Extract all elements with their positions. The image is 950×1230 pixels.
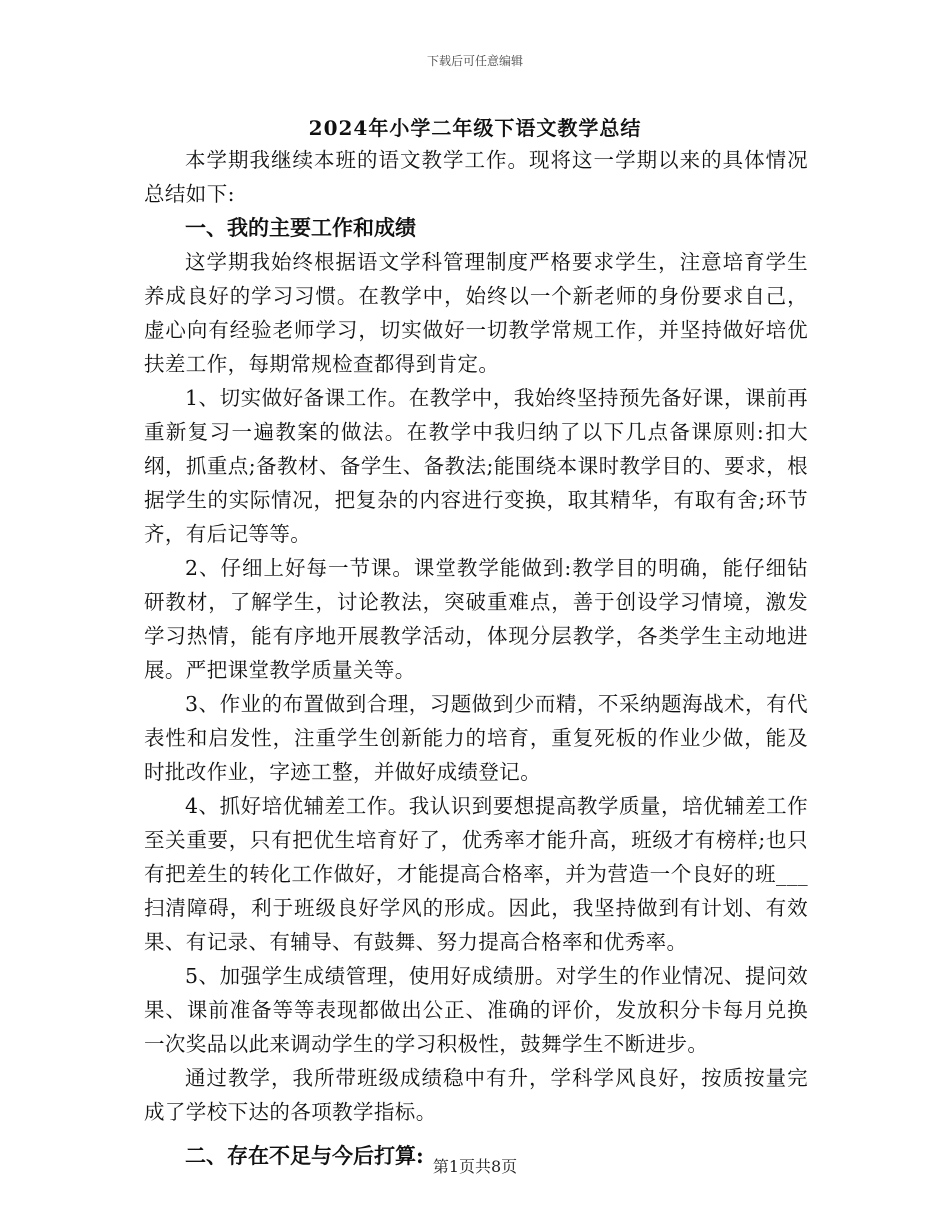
page-number: 第1页共8页 (432, 1157, 518, 1176)
page-header: 下载后可任意编辑 (426, 54, 523, 68)
document-title: 2024年小学二年级下语文教学总结 (308, 116, 642, 140)
list-item-4: 4、抓好培优辅差工作。我认识到要想提高教学质量，培优辅差工作至关重要，只有把优生培育好了，优秀率才能升高，班级才有榜样;也只有把差生的转化工作做好，才能提高合格率，并为营造一个良好的班___扫清障碍，利于班级良好学风的形成。因此，我坚持做到有计划、有效果、有记录、有辅导、有鼓舞、努力提高合格率和优秀率。 (144, 794, 808, 954)
section-heading-1: 一、我的主要工作和成绩 (185, 215, 416, 240)
list-item-1: 1、切实做好备课工作。在教学中，我始终坚持预先备好课，课前再重新复习一遍教案的做法。在教学中我归纳了以下几点备课原则:扣大纲，抓重点;备教材、备学生、备教法;能围绕本课时教学目的、要求，根据学生的实际情况，把复杂的内容进行变换，取其精华，有取有舍;环节齐，有后记等等。 (144, 386, 808, 546)
list-item-5: 5、加强学生成绩管理，使用好成绩册。对学生的作业情况、提问效果、课前准备等等表现都做出公正、准确的评价，发放积分卡每月兑换一次奖品以此来调动学生的学习积极性，鼓舞学生不断进步。 (144, 964, 808, 1056)
paragraph-result: 通过教学，我所带班级成绩稳中有升，学科学风良好，按质按量完成了学校下达的各项教学指标。 (144, 1066, 808, 1124)
paragraph-overview: 这学期我始终根据语文学科管理制度严格要求学生，注意培育学生养成良好的学习习惯。在教学中，始终以一个新老师的身份要求自己，虚心向有经验老师学习，切实做好一切教学常规工作，并坚持做好培优扶差工作，每期常规检查都得到肯定。 (144, 250, 808, 376)
intro-paragraph: 本学期我继续本班的语文教学工作。现将这一学期以来的具体情况总结如下: (144, 148, 808, 206)
document-body (144, 143, 808, 1173)
list-item-2: 2、仔细上好每一节课。课堂教学能做到:教学目的明确，能仔细钻研教材，了解学生，讨论教法，突破重难点，善于创设学习情境，激发学习热情，能有序地开展教学活动，体现分层教学，各类学生主动地进展。严把课堂教学质量关等。 (144, 556, 808, 682)
section-heading-2: 二、存在不足与今后打算: (185, 1143, 424, 1168)
list-item-3: 3、作业的布置做到合理，习题做到少而精，不采纳题海战术，有代表性和启发性，注重学生创新能力的培育，重复死板的作业少做，能及时批改作业，字迹工整，并做好成绩登记。 (144, 692, 808, 784)
